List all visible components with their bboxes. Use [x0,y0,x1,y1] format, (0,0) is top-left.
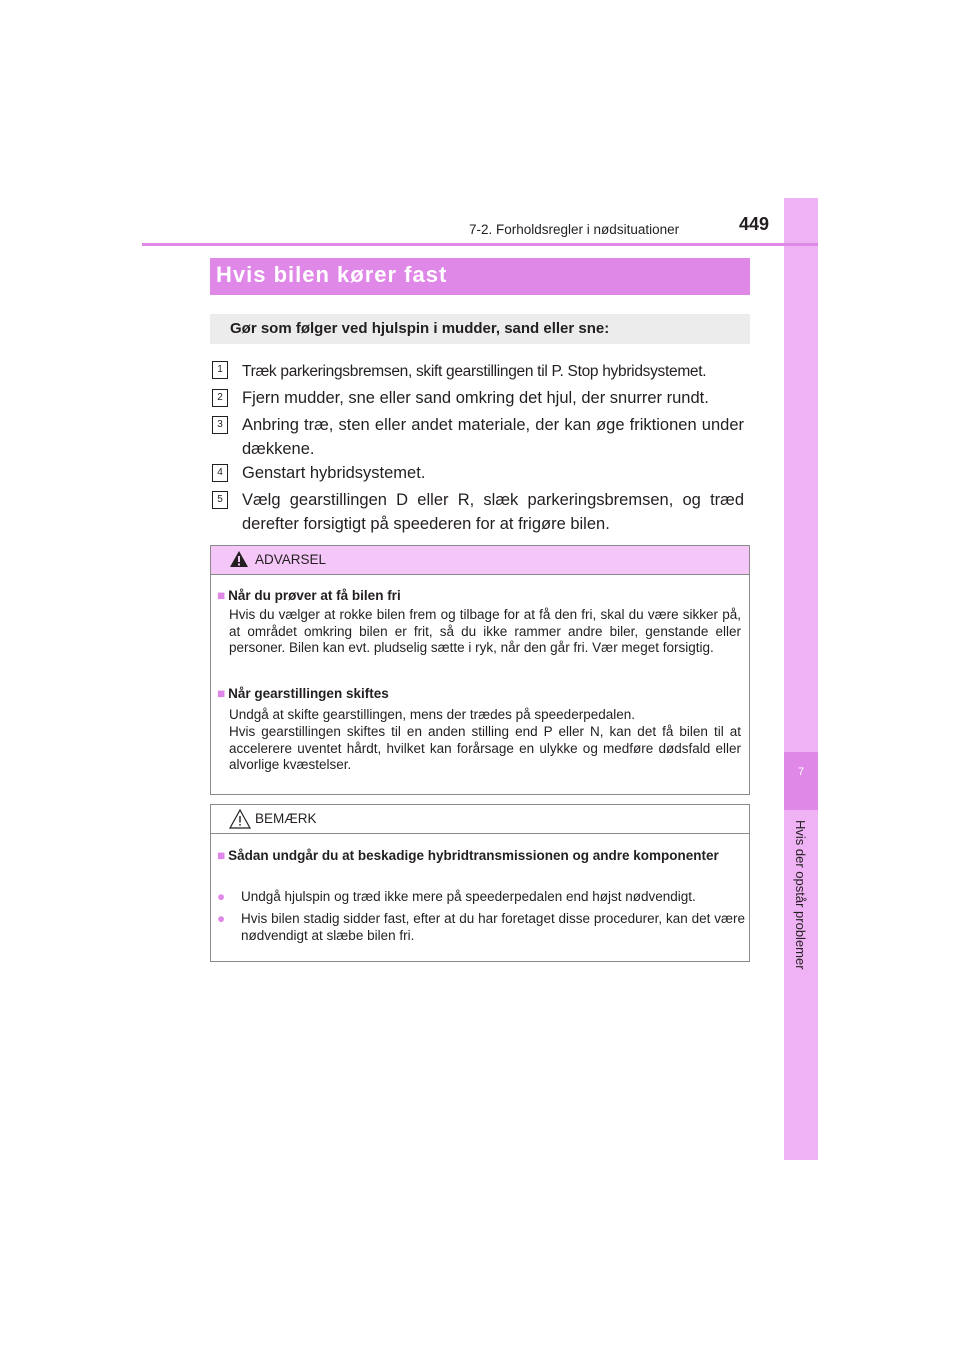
notice-header [211,805,749,834]
warning-header [211,546,749,575]
square-bullet-icon: ■ [217,588,226,603]
notice-item-1: ● Undgå hjulspin og træd ikke mere på speederpedalen end højst nødvendigt. [217,889,696,904]
notice-title: ■ Sådan undgår du at beskadige hybridtransmissionen og andre komponenter [217,848,719,863]
notice-label: BEMÆRK [255,811,317,826]
notice-item-2: ● Hvis bilen stadig sidder fast, efter at du har foretaget disse procedurer, kan det være nødvendigt at slæbe bilen fri. [217,911,745,943]
step-text-1: Træk parkeringsbremsen, skift gearstillingen til P. Stop hybridsystemet. [242,363,707,380]
notice-triangle-icon [229,808,251,830]
chapter-number: 7 [797,766,805,778]
square-bullet-icon: ■ [217,848,226,863]
subtitle: Gør som følger ved hjulspin i mudder, sand eller sne: [230,320,610,337]
step-text-4: Genstart hybridsystemet. [242,464,426,482]
section-title: Hvis bilen kører fast [216,262,448,287]
section-reference: 7-2. Forholdsregler i nødsituationer [469,222,680,237]
page-number: 449 [739,214,770,234]
warning-triangle-icon [229,549,249,569]
circle-bullet-icon: ● [217,889,226,904]
square-bullet-icon: ■ [217,686,226,701]
step-text-5: Vælg gearstillingen D eller R, slæk parkeringsbremsen, og træd derefter forsigtigt på speederen for at frigøre bilen. [242,491,744,533]
step-number-2: 2 [212,389,228,407]
warning-section-text-1: Hvis du vælger at rokke bilen frem og tilbage for at få den fri, skal du være sikker på, at området omkring bilen er frit, så du ikke rammer andre biler, genstande eller personer. Bilen kan evt. pludselig sætte i ryk, når den går fri. Vær meget forsigtig. [229,607,741,655]
notice-box [210,804,750,962]
header-divider [142,243,818,246]
warning-section-text-2b: Hvis gearstillingen skiftes til en anden stilling end P eller N, kan det få bilen til at accelerere uventet hårdt, hvilket kan forårsage en ulykke og medføre dødsfald eller alvorlige kvæstelser. [229,724,741,772]
chapter-side-tab [784,198,818,1160]
step-number-3: 3 [212,416,228,434]
circle-bullet-icon: ● [217,911,226,926]
step-number-5: 5 [212,491,228,509]
step-text-2: Fjern mudder, sne eller sand omkring det hjul, der snurrer rundt. [242,389,709,407]
warning-label: ADVARSEL [255,552,327,567]
warning-section-title-2: ■ Når gearstillingen skiftes [217,686,389,701]
step-number-4: 4 [212,464,228,482]
warning-section-text-2a: Undgå at skifte gearstillingen, mens der trædes på speederpedalen. [229,707,635,722]
step-text-3: Anbring træ, sten eller andet materiale, der kan øge friktionen under dækkene. [242,416,744,458]
step-number-1: 1 [212,361,228,379]
chapter-number-tab [784,752,818,810]
chapter-title: Hvis der opstår problemer [793,820,808,970]
warning-box [210,545,750,795]
warning-section-title-1: ■ Når du prøver at få bilen fri [217,588,401,603]
